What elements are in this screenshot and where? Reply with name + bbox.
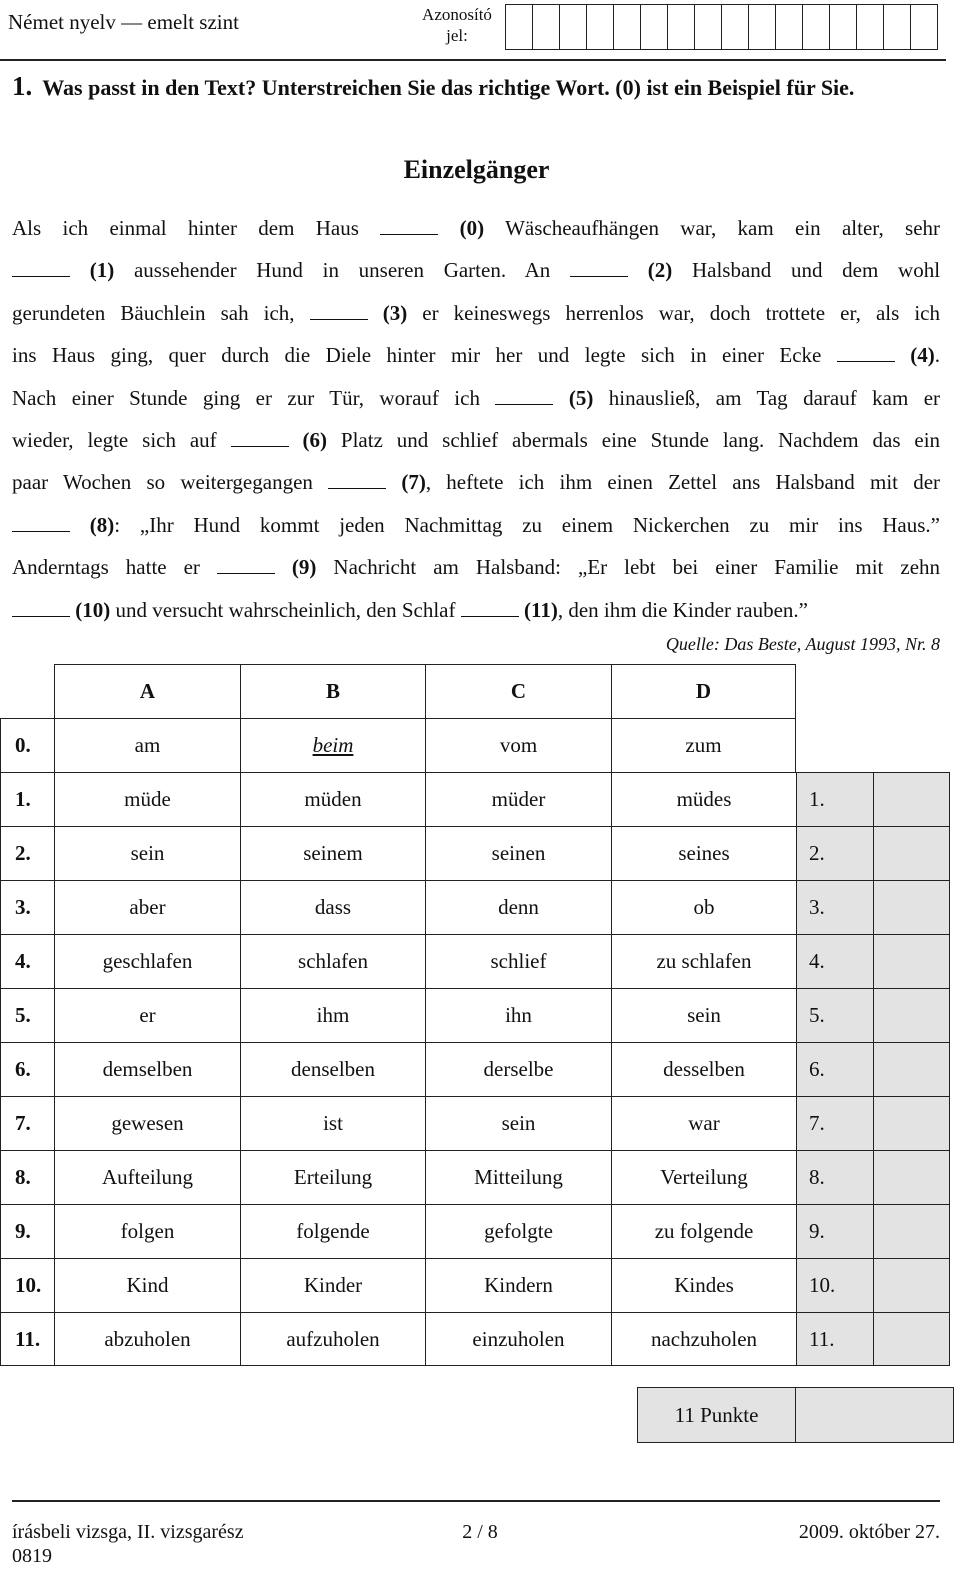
footer-left bbox=[12, 1520, 244, 1568]
answer-number-cell: 5. bbox=[796, 988, 873, 1042]
option-c[interactable]: sein bbox=[425, 1096, 611, 1150]
answer-number-cell: 2. bbox=[796, 826, 873, 880]
task-instruction bbox=[12, 72, 942, 102]
gap-number: (2) bbox=[647, 258, 673, 283]
answer-field[interactable] bbox=[873, 988, 950, 1042]
option-d[interactable]: nachzuholen bbox=[611, 1312, 796, 1366]
gap-blank[interactable] bbox=[837, 347, 895, 362]
option-a[interactable]: abzuholen bbox=[54, 1312, 240, 1366]
text-segment: ins Haus ging, quer durch die Diele hinter mir her und legte sich in einer Ecke bbox=[12, 343, 822, 368]
answer-field[interactable] bbox=[873, 880, 950, 934]
answer-number-cell: 10. bbox=[796, 1258, 873, 1312]
option-b[interactable]: schlafen bbox=[240, 934, 425, 988]
answer-number-cell: 8. bbox=[796, 1150, 873, 1204]
gap-blank[interactable] bbox=[231, 432, 289, 447]
answer-number-cell: 9. bbox=[796, 1204, 873, 1258]
id-box[interactable] bbox=[857, 5, 884, 49]
text-segment: Wäscheaufhängen war, kam ein alter, sehr bbox=[505, 216, 941, 240]
answer-number-cell: 6. bbox=[796, 1042, 873, 1096]
text-segment: und versucht wahrscheinlich, den Schlaf bbox=[115, 597, 456, 622]
id-box[interactable] bbox=[884, 5, 911, 49]
id-box[interactable] bbox=[776, 5, 803, 49]
id-box[interactable] bbox=[560, 5, 587, 49]
text-segment: , heftete ich ihm einen Zettel ans Halsband mit der bbox=[425, 470, 941, 495]
gap-blank[interactable] bbox=[217, 559, 275, 574]
id-box[interactable] bbox=[533, 5, 560, 49]
option-d[interactable]: müdes bbox=[611, 772, 796, 826]
option-b[interactable]: ihm bbox=[240, 988, 425, 1042]
id-box[interactable] bbox=[911, 5, 938, 49]
id-box[interactable] bbox=[722, 5, 749, 49]
option-a[interactable]: Aufteilung bbox=[54, 1150, 240, 1204]
gap-number: (8) bbox=[89, 512, 115, 537]
task-text: Was passt in den Text? Unterstreichen Sie das richtige Wort. (0) ist ein Beispiel für Sie. bbox=[42, 75, 855, 100]
answer-field[interactable] bbox=[873, 1312, 950, 1366]
text-segment: Nachricht am Halsband: „Er lebt bei einer Familie mit zehn bbox=[333, 555, 941, 580]
answer-field[interactable] bbox=[873, 826, 950, 880]
footer-date: 2009. október 27. bbox=[798, 1521, 940, 1543]
answer-number-cell: 7. bbox=[796, 1096, 873, 1150]
option-d[interactable]: seines bbox=[611, 826, 796, 880]
text-segment: Anderntags hatte er bbox=[12, 555, 200, 580]
row-number: 8. bbox=[0, 1150, 54, 1204]
option-d[interactable]: desselben bbox=[611, 1042, 796, 1096]
answer-number-cell: 11. bbox=[796, 1312, 873, 1366]
option-a[interactable]: gewesen bbox=[54, 1096, 240, 1150]
answer-field[interactable] bbox=[873, 772, 950, 826]
answer-number-cell: 1. bbox=[796, 772, 873, 826]
text-line bbox=[12, 546, 940, 588]
id-box[interactable] bbox=[614, 5, 641, 49]
column-header-b: B bbox=[240, 664, 425, 718]
gap-blank[interactable] bbox=[12, 517, 70, 532]
answer-field[interactable] bbox=[873, 1204, 950, 1258]
option-b[interactable]: müden bbox=[240, 772, 425, 826]
answer-number-cell: 3. bbox=[796, 880, 873, 934]
text-line bbox=[12, 207, 940, 249]
option-d[interactable]: zu schlafen bbox=[611, 934, 796, 988]
footer-code: 0819 bbox=[12, 1545, 52, 1567]
text-line bbox=[12, 334, 940, 376]
text-line bbox=[12, 419, 940, 461]
option-a[interactable]: sein bbox=[54, 826, 240, 880]
text-segment: Als ich einmal hinter dem Haus bbox=[12, 216, 359, 240]
gap-blank[interactable] bbox=[12, 602, 70, 617]
option-a[interactable]: demselben bbox=[54, 1042, 240, 1096]
option-a[interactable]: geschlafen bbox=[54, 934, 240, 988]
text-segment: . bbox=[934, 343, 940, 368]
option-c[interactable]: Kindern bbox=[425, 1258, 611, 1312]
option-c[interactable]: einzuholen bbox=[425, 1312, 611, 1366]
gap-blank[interactable] bbox=[495, 390, 553, 405]
option-a[interactable]: Kind bbox=[54, 1258, 240, 1312]
option-a[interactable]: folgen bbox=[54, 1204, 240, 1258]
gap-blank[interactable] bbox=[328, 474, 386, 489]
option-d[interactable]: zu folgende bbox=[611, 1204, 796, 1258]
gap-number: (7) bbox=[401, 470, 426, 495]
text-line bbox=[12, 589, 940, 631]
text-segment: paar Wochen so weitergegangen bbox=[12, 470, 313, 495]
row-number: 0. bbox=[0, 718, 54, 772]
option-a[interactable]: müde bbox=[54, 772, 240, 826]
option-a[interactable]: er bbox=[54, 988, 240, 1042]
page-number: 2 / 8 bbox=[462, 1521, 498, 1543]
points-label: 11 Punkte bbox=[638, 1388, 796, 1442]
gap-blank[interactable] bbox=[461, 602, 519, 617]
gap-number: (6) bbox=[302, 428, 327, 453]
text-segment: aussehender Hund in unseren Garten. An bbox=[133, 258, 551, 283]
gap-blank[interactable] bbox=[12, 262, 70, 277]
row-number: 9. bbox=[0, 1204, 54, 1258]
text-segment: wieder, legte sich auf bbox=[12, 428, 217, 453]
points-score-field[interactable] bbox=[796, 1388, 953, 1442]
option-c[interactable]: vom bbox=[425, 718, 611, 772]
option-d[interactable]: Verteilung bbox=[611, 1150, 796, 1204]
answer-field[interactable] bbox=[873, 1042, 950, 1096]
id-label: Azonosító jel: bbox=[422, 5, 492, 45]
row-number: 4. bbox=[0, 934, 54, 988]
option-d[interactable]: zum bbox=[611, 718, 796, 772]
id-box[interactable] bbox=[803, 5, 830, 49]
text-segment: Platz und schlief abermals eine Stunde lang. Nachdem das ein bbox=[340, 428, 941, 453]
points-box bbox=[637, 1387, 954, 1443]
gap-number: (3) bbox=[382, 300, 408, 325]
id-box[interactable] bbox=[668, 5, 695, 49]
option-c[interactable]: ihn bbox=[425, 988, 611, 1042]
gap-number: (5) bbox=[568, 385, 594, 410]
option-b[interactable]: beim bbox=[240, 718, 425, 772]
id-box[interactable] bbox=[587, 5, 614, 49]
answer-field[interactable] bbox=[873, 1096, 950, 1150]
text-segment: , den ihm die Kinder rauben.” bbox=[557, 597, 808, 622]
header-divider bbox=[0, 59, 946, 61]
option-c[interactable]: derselbe bbox=[425, 1042, 611, 1096]
footer-exam-part: írásbeli vizsga, II. vizsgarész bbox=[12, 1521, 244, 1543]
column-header-d: D bbox=[611, 664, 796, 718]
gap-blank[interactable] bbox=[570, 262, 628, 277]
row-number: 10. bbox=[0, 1258, 54, 1312]
option-d[interactable]: sein bbox=[611, 988, 796, 1042]
id-box[interactable] bbox=[506, 5, 533, 49]
option-c[interactable]: denn bbox=[425, 880, 611, 934]
row-number: 6. bbox=[0, 1042, 54, 1096]
gap-number: (0) bbox=[459, 216, 485, 240]
answer-field[interactable] bbox=[873, 934, 950, 988]
answer-field[interactable] bbox=[873, 1258, 950, 1312]
id-boxes bbox=[505, 4, 938, 50]
id-box[interactable] bbox=[695, 5, 722, 49]
text-segment: er keineswegs herrenlos war, doch trottete er, als ich bbox=[422, 300, 941, 325]
footer-divider bbox=[12, 1500, 940, 1502]
option-c[interactable]: Mitteilung bbox=[425, 1150, 611, 1204]
gap-number: (1) bbox=[89, 258, 115, 283]
row-number: 1. bbox=[0, 772, 54, 826]
option-a[interactable]: am bbox=[54, 718, 240, 772]
row-number: 5. bbox=[0, 988, 54, 1042]
text-line bbox=[12, 461, 940, 503]
id-box[interactable] bbox=[749, 5, 776, 49]
text-segment: Nach einer Stunde ging er zur Tür, worauf ich bbox=[12, 385, 480, 410]
option-b[interactable]: Kinder bbox=[240, 1258, 425, 1312]
answer-field[interactable] bbox=[873, 1150, 950, 1204]
column-header-a: A bbox=[54, 664, 240, 718]
column-header-c: C bbox=[425, 664, 611, 718]
row-number: 11. bbox=[0, 1312, 54, 1366]
option-b[interactable]: denselben bbox=[240, 1042, 425, 1096]
row-number: 2. bbox=[0, 826, 54, 880]
text-segment: hinausließ, am Tag darauf kam er bbox=[608, 385, 941, 410]
option-b[interactable]: Erteilung bbox=[240, 1150, 425, 1204]
text-segment: gerundeten Bäuchlein sah ich, bbox=[12, 300, 295, 325]
option-c[interactable]: müder bbox=[425, 772, 611, 826]
gap-number: (11) bbox=[523, 597, 558, 622]
option-c[interactable]: seinen bbox=[425, 826, 611, 880]
option-a[interactable]: aber bbox=[54, 880, 240, 934]
option-c[interactable]: schlief bbox=[425, 934, 611, 988]
option-c[interactable]: gefolgte bbox=[425, 1204, 611, 1258]
id-box[interactable] bbox=[830, 5, 857, 49]
option-d[interactable]: Kindes bbox=[611, 1258, 796, 1312]
exam-subject: Német nyelv — emelt szint bbox=[8, 10, 239, 34]
gap-number: (4) bbox=[910, 343, 935, 368]
text-title: Einzelgänger bbox=[403, 155, 550, 184]
row-number: 3. bbox=[0, 880, 54, 934]
option-b[interactable]: ist bbox=[240, 1096, 425, 1150]
option-b[interactable]: seinem bbox=[240, 826, 425, 880]
text-segment: Halsband und dem wohl bbox=[691, 258, 941, 283]
option-b[interactable]: dass bbox=[240, 880, 425, 934]
gap-text bbox=[12, 207, 940, 631]
gap-number: (10) bbox=[75, 597, 111, 622]
source-citation: Quelle: Das Beste, August 1993, Nr. 8 bbox=[665, 634, 940, 654]
id-box[interactable] bbox=[641, 5, 668, 49]
option-d[interactable]: war bbox=[611, 1096, 796, 1150]
answer-number-cell: 4. bbox=[796, 934, 873, 988]
option-d[interactable]: ob bbox=[611, 880, 796, 934]
option-b[interactable]: aufzuholen bbox=[240, 1312, 425, 1366]
text-line bbox=[12, 504, 940, 546]
option-b[interactable]: folgende bbox=[240, 1204, 425, 1258]
text-line bbox=[12, 292, 940, 334]
gap-blank[interactable] bbox=[380, 220, 438, 235]
text-segment: : „Ihr Hund kommt jeden Nachmittag zu einem Nickerchen zu mir ins Haus.” bbox=[114, 512, 940, 537]
gap-number: (9) bbox=[291, 555, 317, 580]
task-number: 1. bbox=[12, 71, 33, 101]
gap-blank[interactable] bbox=[310, 305, 368, 320]
text-line bbox=[12, 249, 940, 291]
text-line bbox=[12, 377, 940, 419]
row-number: 7. bbox=[0, 1096, 54, 1150]
